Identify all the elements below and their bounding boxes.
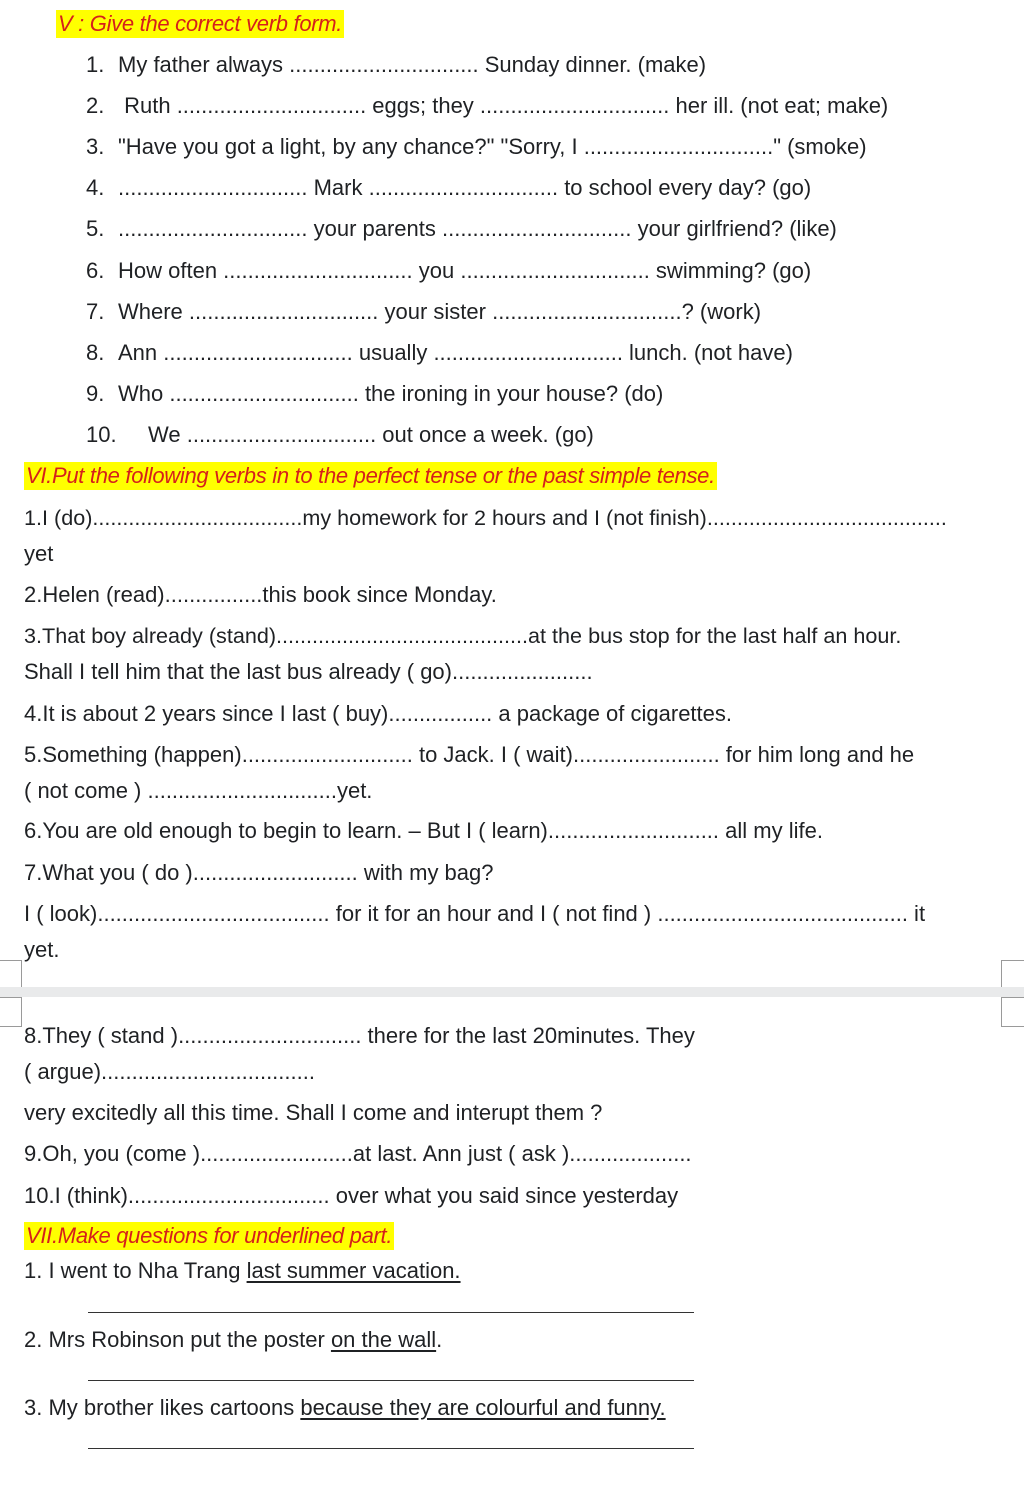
section-6-line: 3.That boy already (stand)..........................................at the bus stop for the last half an hour. — [24, 623, 902, 648]
section-6-line: yet. — [24, 937, 60, 962]
item-number: 3. — [86, 134, 105, 159]
item-text: My father always ............................... Sunday dinner. (make) — [118, 52, 707, 77]
item-text: How often ............................... you ............................... swimming? (go) — [118, 258, 812, 283]
section-7-question-2 — [24, 1326, 442, 1354]
section-6-line: 4.It is about 2 years since I last ( buy)................. a package of cigarettes. — [24, 701, 732, 726]
answer-line — [88, 1380, 694, 1381]
underlined-part: because they are colourful and funny. — [300, 1395, 666, 1420]
section-6-line: 9.Oh, you (come ).........................at last. Ann just ( ask ).................... — [24, 1141, 692, 1166]
item-text: Who ............................... the ironing in your house? (do) — [118, 381, 664, 406]
section-5-item-10 — [86, 421, 594, 449]
question-text: 1. I went to Nha Trang — [24, 1258, 247, 1283]
section-6-line: very excitedly all this time. Shall I come and interupt them ? — [24, 1100, 603, 1125]
section-6-line: yet — [24, 541, 54, 566]
answer-line — [88, 1312, 694, 1313]
item-number: 1. — [86, 52, 105, 77]
item-text: Ann ............................... usually ............................... lunch. (not have) — [118, 340, 793, 365]
item-number: 8. — [86, 340, 105, 365]
section-6-line: Shall I tell him that the last bus already ( go)....................... — [24, 659, 593, 684]
answer-line — [88, 1448, 694, 1449]
section-5-item-2 — [86, 92, 888, 120]
section-6-line: 8.They ( stand ).............................. there for the last 20minutes. They — [24, 1023, 695, 1048]
item-text: Where ............................... your sister ...............................? (work) — [118, 299, 762, 324]
item-text: ............................... Mark ............................... to school every day? (go) — [118, 175, 812, 200]
section-5-item-4 — [86, 174, 811, 202]
item-text: ............................... your parents ............................... your girlfriend? (like) — [118, 216, 837, 241]
page-break — [0, 987, 1024, 997]
item-number: 7. — [86, 299, 105, 324]
underlined-part: on the wall — [330, 1327, 437, 1352]
section-6-line: 1.I (do)...................................my homework for 2 hours and I (not finish)........................................ — [24, 505, 947, 530]
page-corner-mark — [0, 997, 22, 1027]
item-text: "Have you got a light, by any chance?" "Sorry, I ..............................." (smoke) — [118, 134, 867, 159]
section-6-line: 5.Something (happen)............................ to Jack. I ( wait)........................ for him long and he — [24, 742, 915, 767]
section-5-item-3 — [86, 133, 867, 161]
page-corner-mark — [1001, 960, 1024, 990]
section-6-line: 2.Helen (read)................this book since Monday. — [24, 582, 497, 607]
section-6-line: 10.I (think)................................. over what you said since yesterday — [24, 1183, 679, 1208]
section-5-item-9 — [86, 380, 663, 408]
section-7-question-1 — [24, 1257, 461, 1285]
underlined-part: last summer vacation. — [246, 1258, 461, 1283]
item-number: 6. — [86, 258, 105, 283]
section-6-line: I ( look)...................................... for it for an hour and I ( not find ) ......................................... it — [24, 901, 926, 926]
section-5-item-5 — [86, 215, 837, 243]
section-5-item-7 — [86, 298, 761, 326]
section-5-item-6 — [86, 257, 811, 285]
section-5-item-8 — [86, 339, 793, 367]
section-6-line: ( not come ) ...............................yet. — [24, 778, 373, 803]
question-text: 2. Mrs Robinson put the poster — [24, 1327, 331, 1352]
section-5-item-1 — [86, 51, 706, 79]
section-7-heading: VII.Make questions for underlined part. — [26, 1223, 393, 1248]
section-6-heading: VI.Put the following verbs in to the perfect tense or the past simple tense. — [26, 463, 715, 488]
question-suffix: . — [436, 1327, 443, 1352]
section-6-line: 7.What you ( do )........................... with my bag? — [24, 860, 494, 885]
section-7-question-3 — [24, 1394, 666, 1422]
item-number: 10. — [86, 422, 117, 447]
question-text: 3. My brother likes cartoons — [24, 1395, 301, 1420]
item-number: 4. — [86, 175, 105, 200]
item-number: 5. — [86, 216, 105, 241]
item-text: We ............................... out once a week. (go) — [148, 422, 594, 447]
page-corner-mark — [0, 960, 22, 990]
item-text: Ruth ............................... eggs; they ............................... her ill. (not eat; make) — [118, 93, 889, 118]
section-6-line: 6.You are old enough to begin to learn. – But I ( learn)............................ all my life. — [24, 818, 823, 843]
item-number: 2. — [86, 93, 105, 118]
item-number: 9. — [86, 381, 105, 406]
section-6-line: ( argue)................................... — [24, 1059, 315, 1084]
section-5-heading: V : Give the correct verb form. — [58, 11, 343, 36]
page-corner-mark — [1001, 997, 1024, 1027]
